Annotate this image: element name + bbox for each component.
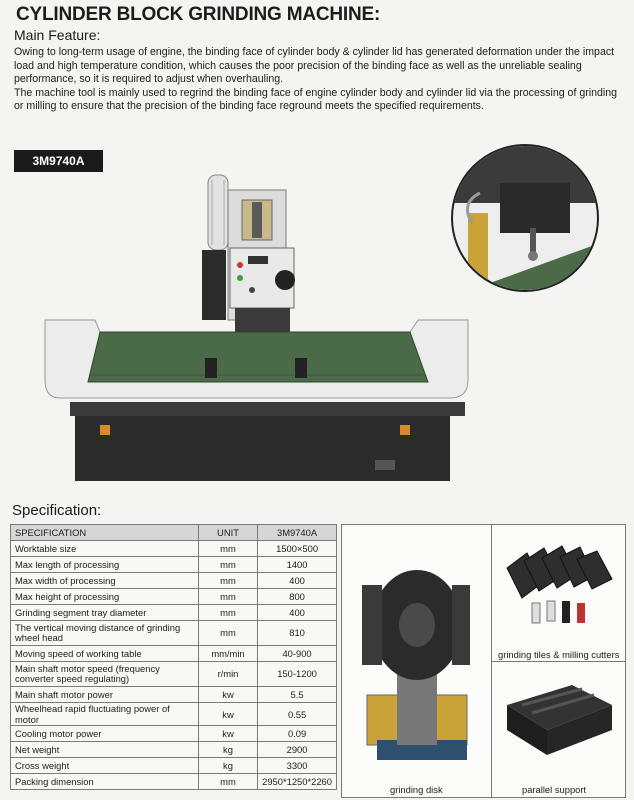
spec-name: Grinding segment tray diameter (11, 605, 199, 621)
table-row (11, 687, 337, 703)
page-title: CYLINDER BLOCK GRINDING MACHINE: (16, 4, 381, 25)
table-row (11, 703, 337, 726)
spec-value: 3300 (258, 758, 337, 774)
spec-name: Main shaft motor power (11, 687, 199, 703)
grinding-wheel-disk (208, 175, 228, 250)
table-row (11, 758, 337, 774)
column-header-model: 3M9740A (258, 525, 337, 541)
spec-unit: mm/min (198, 646, 257, 662)
spec-unit: mm (198, 621, 257, 646)
table-row (11, 573, 337, 589)
spec-unit: kw (198, 726, 257, 742)
spec-value: 800 (258, 589, 337, 605)
spec-unit: kw (198, 703, 257, 726)
label-grinding-tiles: grinding tiles & milling cutters (498, 649, 620, 660)
spec-unit: mm (198, 605, 257, 621)
model-badge: 3M9740A (14, 150, 103, 172)
spec-name: Max length of processing (11, 557, 199, 573)
parallel-support-image (502, 675, 617, 765)
divider (492, 661, 625, 662)
spec-value: 40-900 (258, 646, 337, 662)
spec-name: Net weight (11, 742, 199, 758)
spec-name: Max width of processing (11, 573, 199, 589)
spec-unit: mm (198, 557, 257, 573)
spec-name: Packing dimension (11, 774, 199, 790)
spec-name: Moving speed of working table (11, 646, 199, 662)
spec-value: 0.09 (258, 726, 337, 742)
spec-value: 2950*1250*2260 (258, 774, 337, 790)
label-grinding-disk: grinding disk (390, 784, 443, 795)
machine-base (70, 402, 465, 416)
spec-unit: mm (198, 589, 257, 605)
table-row (11, 726, 337, 742)
spec-unit: kg (198, 758, 257, 774)
spec-name: Cooling motor power (11, 726, 199, 742)
spec-value: 150-1200 (258, 662, 337, 687)
table-row (11, 742, 337, 758)
table-header-row (11, 525, 337, 541)
section-heading-specification: Specification: (12, 502, 102, 519)
spec-unit: mm (198, 573, 257, 589)
intro-paragraph-2: The machine tool is mainly used to regrind the binding face of engine cylinder body and cylinder lid via the processing of grinding or milling to ensure that the precision of the binding face reground meets the specified requirements. (14, 86, 618, 113)
machine-illustration (40, 170, 470, 490)
spec-name: Cross weight (11, 758, 199, 774)
table-row (11, 541, 337, 557)
spec-value: 1400 (258, 557, 337, 573)
spec-name: Main shaft motor speed (frequency converter speed regulating) (11, 662, 199, 687)
table-row (11, 662, 337, 687)
table-row (11, 774, 337, 790)
spec-unit: r/min (198, 662, 257, 687)
table-row (11, 589, 337, 605)
intro-text (14, 46, 626, 114)
spec-name: Worktable size (11, 541, 199, 557)
table-row (11, 605, 337, 621)
specification-table (10, 524, 337, 790)
spec-value: 400 (258, 573, 337, 589)
spec-value: 2900 (258, 742, 337, 758)
table-row (11, 646, 337, 662)
spec-value: 810 (258, 621, 337, 646)
grinding-disk-image (357, 545, 477, 775)
column-header-specification: SPECIFICATION (11, 525, 199, 541)
spec-value: 400 (258, 605, 337, 621)
spec-unit: kw (198, 687, 257, 703)
column-header-unit: UNIT (198, 525, 257, 541)
grinding-tiles-image (502, 543, 617, 633)
spec-name: Max height of processing (11, 589, 199, 605)
spec-unit: mm (198, 541, 257, 557)
label-parallel-support: parallel support (522, 784, 587, 795)
table-row (11, 621, 337, 646)
spec-value: 1500×500 (258, 541, 337, 557)
wheel-head-detail-inset (450, 143, 600, 293)
table-row (11, 557, 337, 573)
spec-name: The vertical moving distance of grinding wheel head (11, 621, 199, 646)
spec-unit: kg (198, 742, 257, 758)
intro-paragraph-1: Owing to long-term usage of engine, the binding face of cylinder body & cylinder lid has generated deformation under the impact load and high temperature condition, which causes the poor precision of the binding face as well as the unreliable sealing performance, so it is required to adjust when overhauling. (14, 46, 615, 86)
spec-value: 5.5 (258, 687, 337, 703)
spec-name: Wheelhead rapid fluctuating power of motor (11, 703, 199, 726)
section-heading-main-feature: Main Feature: (14, 27, 101, 43)
spec-value: 0.55 (258, 703, 337, 726)
accessories-panel (341, 524, 626, 798)
spec-unit: mm (198, 774, 257, 790)
